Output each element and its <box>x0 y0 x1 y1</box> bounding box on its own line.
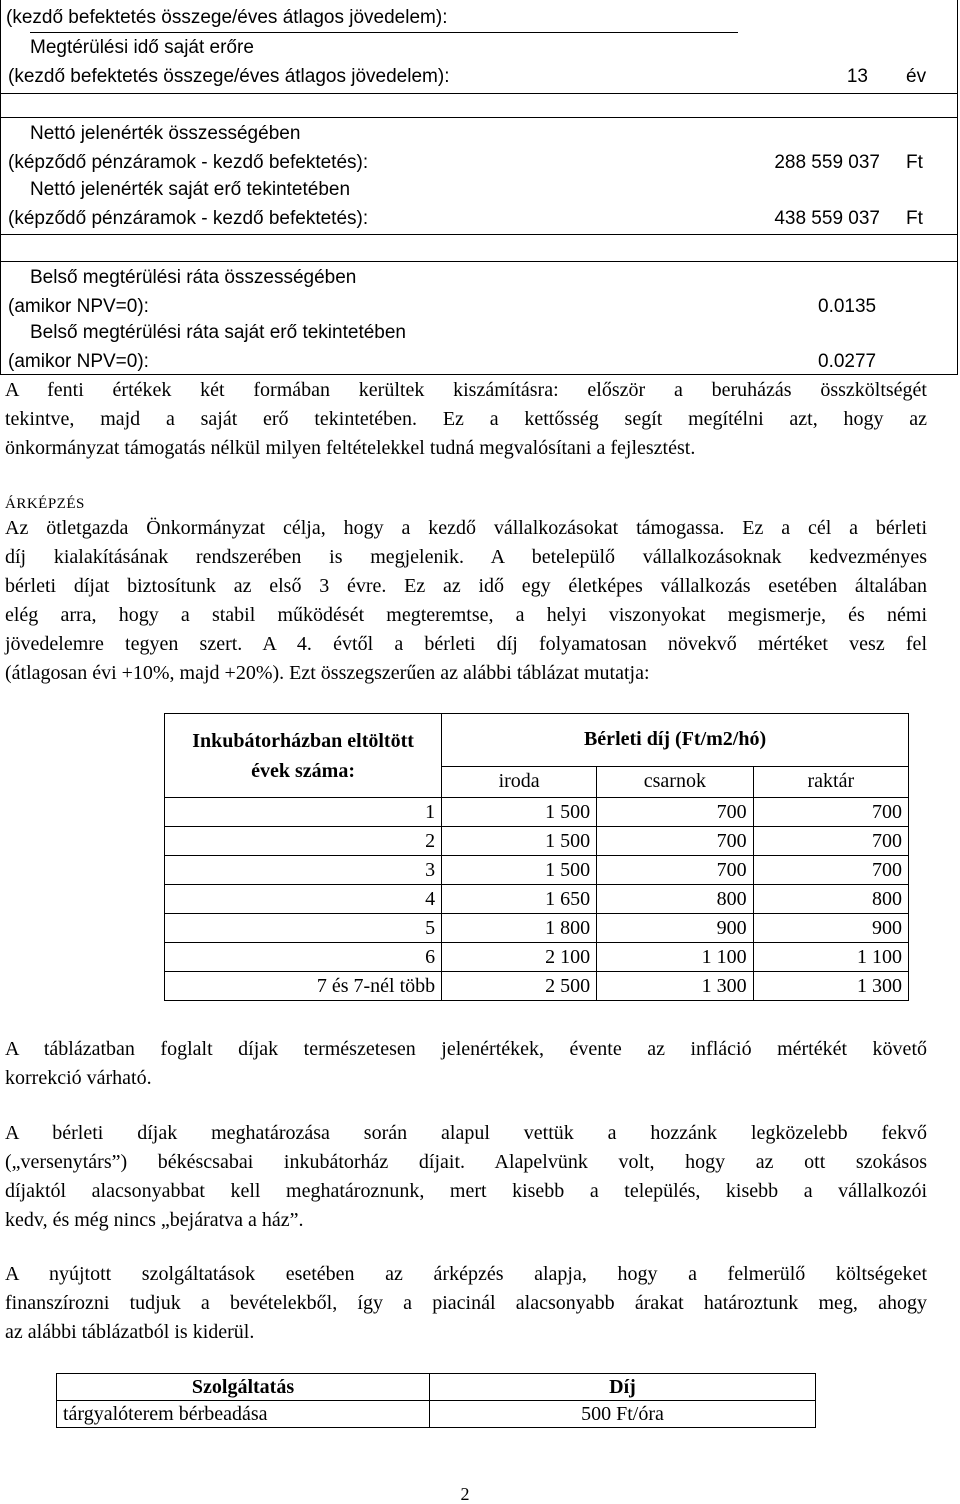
text-line: korrekció várható. <box>5 1067 152 1089</box>
npv-own-unit: Ft <box>906 208 923 229</box>
table-row <box>165 856 909 885</box>
table-row <box>165 914 909 943</box>
rent-subheader-csarnok: csarnok <box>597 766 754 797</box>
rent-iroda: 1 650 <box>442 885 597 914</box>
divider <box>0 93 958 94</box>
box-right-border <box>957 0 958 374</box>
text-line: (átlagosan évi +10%, majd +20%). Ezt összegszerűen az alábbi táblázat mutatja: <box>5 662 650 684</box>
table-row <box>165 943 909 972</box>
service-name: tárgyalóterem bérbeadása <box>57 1401 430 1428</box>
irr-total-title: Belső megtérülési ráta összességében <box>30 267 357 288</box>
page-number: 2 <box>460 1484 470 1504</box>
text-line: díj kialakításának rendszerében is megjelenik. A betelepülő vállalkozásoknak kedvezményes <box>5 546 927 568</box>
table-row <box>165 827 909 856</box>
paragraph-competitor <box>5 1119 927 1235</box>
rent-year: 3 <box>165 856 442 885</box>
npv-total-value: 288 559 037 <box>774 152 880 173</box>
npv-own-formula: (képződő pénzáramok - kezdő befektetés): <box>8 208 369 229</box>
rent-raktar: 700 <box>753 798 908 827</box>
irr-own-formula: (amikor NPV=0): <box>8 351 149 372</box>
rent-raktar: 700 <box>753 827 908 856</box>
text-line: finanszírozni tudjuk a bevételekből, így a piacinál alacsonyabb árakat határoztunk meg, ahogy <box>5 1292 927 1314</box>
irr-total-formula: (amikor NPV=0): <box>8 296 149 317</box>
rent-raktar: 900 <box>753 914 908 943</box>
rent-csarnok: 1 100 <box>597 943 754 972</box>
rent-raktar: 1 100 <box>753 943 908 972</box>
rent-raktar: 700 <box>753 856 908 885</box>
summary-line-top: (kezdő befektetés összege/éves átlagos jövedelem): <box>6 7 448 28</box>
rent-year: 2 <box>165 827 442 856</box>
rent-header-years: Inkubátorházban eltöltött évek száma: <box>165 714 442 798</box>
text-line: elég arra, hogy a stabil működését megteremtse, a helyi viszonyokat megismerje, és némi <box>5 604 927 626</box>
npv-own-value: 438 559 037 <box>774 208 880 229</box>
table-row <box>165 972 909 1001</box>
rent-year: 4 <box>165 885 442 914</box>
npv-own-title: Nettó jelenérték saját erő tekintetében <box>30 179 351 200</box>
rent-subheader-iroda: iroda <box>442 766 597 797</box>
rent-iroda: 2 100 <box>442 943 597 972</box>
rent-csarnok: 900 <box>597 914 754 943</box>
table-row <box>165 885 909 914</box>
rent-iroda: 1 500 <box>442 827 597 856</box>
paragraph-inflation <box>5 1035 927 1093</box>
rent-csarnok: 700 <box>597 827 754 856</box>
rent-table <box>164 713 909 1001</box>
text-line: jövedelemre tegyen szert. A 4. évtől a bérleti díj folyamatosan növekvő mértéket vesz fel <box>5 633 927 655</box>
box-left-border <box>0 0 1 374</box>
text-line: A fenti értékek két formában kerültek kiszámításra: először a beruházás összköltségét <box>5 379 927 401</box>
paragraph-values-note <box>5 376 927 463</box>
payback-formula: (kezdő befektetés összege/éves átlagos jövedelem): <box>8 66 450 87</box>
service-fee-header: Díj <box>430 1374 816 1401</box>
rent-year: 6 <box>165 943 442 972</box>
rent-csarnok: 700 <box>597 798 754 827</box>
payback-title: Megtérülési idő saját erőre <box>30 37 254 58</box>
npv-total-unit: Ft <box>906 152 923 173</box>
rent-raktar: 800 <box>753 885 908 914</box>
rent-year: 5 <box>165 914 442 943</box>
irr-own-title: Belső megtérülési ráta saját erő tekintetében <box>30 322 406 343</box>
service-table <box>56 1373 816 1428</box>
rent-iroda: 1 500 <box>442 856 597 885</box>
service-header: Szolgáltatás <box>57 1374 430 1401</box>
irr-total-value: 0.0135 <box>818 296 877 317</box>
payback-unit: év <box>906 66 927 87</box>
box-bottom-border <box>0 374 958 375</box>
npv-total-title: Nettó jelenérték összességében <box>30 123 301 144</box>
section-heading: ÁRKÉPZÉS <box>5 496 85 512</box>
divider <box>30 32 738 33</box>
text-line: tekintve, majd a saját erő tekintetében. Ez a kettősség segít megítélni azt, hogy az <box>5 408 927 430</box>
rent-csarnok: 1 300 <box>597 972 754 1001</box>
npv-total-formula: (képződő pénzáramok - kezdő befektetés): <box>8 152 369 173</box>
rent-csarnok: 700 <box>597 856 754 885</box>
rent-year: 1 <box>165 798 442 827</box>
text-line: Az ötletgazda Önkormányzat célja, hogy a kezdő vállalkozásokat támogassa. Ez a cél a bérleti <box>5 517 927 539</box>
text-line: A táblázatban foglalt díjak természetesen jelenértékek, évente az infláció mértékét követő <box>5 1038 927 1060</box>
payback-value: 13 <box>846 66 868 87</box>
service-fee: 500 Ft/óra <box>430 1401 816 1428</box>
rent-csarnok: 800 <box>597 885 754 914</box>
irr-own-value: 0.0277 <box>818 351 877 372</box>
rent-iroda: 1 500 <box>442 798 597 827</box>
text-line: A bérleti díjak meghatározása során alapul vettük a hozzánk legközelebb fekvő <box>5 1122 927 1144</box>
paragraph-pricing <box>5 514 927 688</box>
divider <box>0 261 958 262</box>
text-line: bérleti díjat biztosítunk az első 3 évre. Ez az idő egy életképes vállalkozás esetében általában <box>5 575 927 597</box>
text-line: („versenytárs”) békéscsabai inkubátorház díjait. Alapelvünk volt, hogy az ott szokásos <box>5 1151 927 1173</box>
rent-iroda: 1 800 <box>442 914 597 943</box>
rent-year: 7 és 7-nél több <box>165 972 442 1001</box>
divider <box>0 117 958 118</box>
rent-raktar: 1 300 <box>753 972 908 1001</box>
text-line: díjaktól alacsonyabbat kell meghatároznunk, mert kisebb a település, kisebb a vállalkozói <box>5 1180 927 1202</box>
text-line: az alábbi táblázatból is kiderül. <box>5 1321 255 1343</box>
paragraph-services <box>5 1260 927 1347</box>
table-row <box>57 1401 816 1428</box>
table-row <box>165 798 909 827</box>
divider <box>0 234 958 235</box>
rent-header-fee: Bérleti díj (Ft/m2/hó) <box>442 714 909 767</box>
rent-subheader-raktar: raktár <box>753 766 908 797</box>
rent-iroda: 2 500 <box>442 972 597 1001</box>
text-line: önkormányzat támogatás nélkül milyen feltételekkel tudná megvalósítani a fejlesztést. <box>5 437 696 459</box>
text-line: kedv, és még nincs „bejáratva a ház”. <box>5 1209 304 1231</box>
text-line: A nyújtott szolgáltatások esetében az árképzés alapja, hogy a felmerülő költségeket <box>5 1263 927 1285</box>
